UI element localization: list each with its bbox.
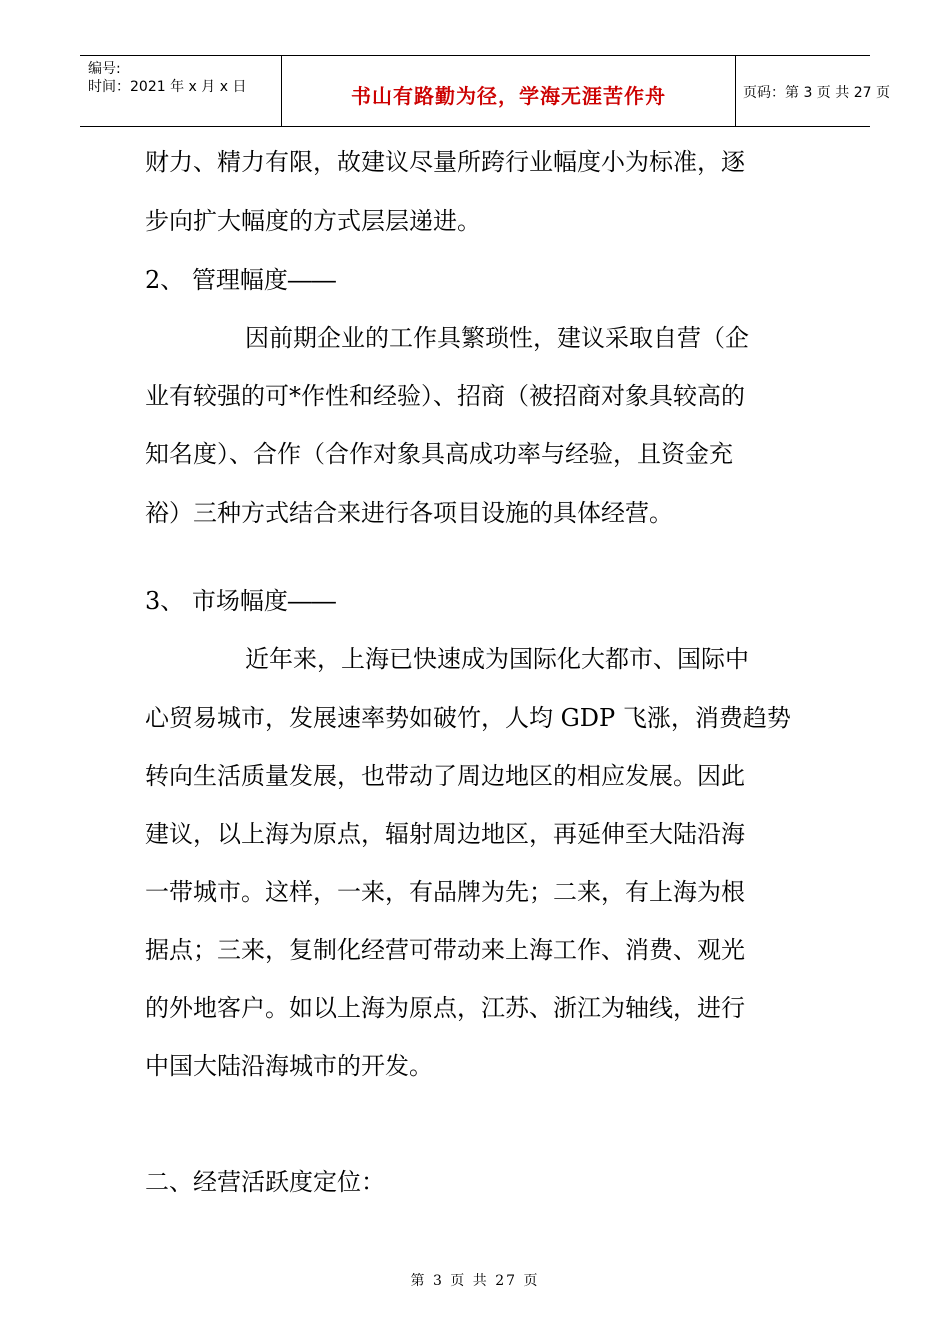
section-heading-activity: 二、经营活跃度定位： [145,1168,385,1196]
header-motto-cell [281,56,736,126]
body-line: 近年来，上海已快速成为国际化大都市、国际中 [245,645,749,673]
body-line: 的外地客户。如以上海为原点，江苏、浙江为轴线，进行 [145,994,745,1022]
body-line: 知名度）、合作（合作对象具高成功率与经验，且资金充 [145,440,733,468]
header-page-info: 页码：第 3 页 共 27 页 [743,85,890,101]
body-line: 转向生活质量发展，也带动了周边地区的相应发展。因此 [145,762,745,790]
body-line: 心贸易城市，发展速率势如破竹，人均 GDP 飞涨，消费趋势 [145,704,791,732]
body-line: 因前期企业的工作具繁琐性，建议采取自营（企 [245,324,749,352]
page-footer: 第 3 页 共 27 页 [410,1273,540,1289]
body-line: 中国大陆沿海城市的开发。 [145,1052,433,1080]
document-date-label: 时间：2021 年 x 月 x 日 [88,79,247,95]
body-line: 财力、精力有限，故建议尽量所跨行业幅度小为标准，逐 [145,148,745,176]
body-line: 建议，以上海为原点，辐射周边地区，再延伸至大陆沿海 [145,820,745,848]
header-table [80,55,890,127]
body-line: 一带城市。这样，一来，有品牌为先；二来，有上海为根 [145,878,745,906]
body-line: 步向扩大幅度的方式层层递进。 [145,207,481,235]
body-line: 裕）三种方式结合来进行各项目设施的具体经营。 [145,499,673,527]
body-line: 据点；三来，复制化经营可带动来上海工作、消费、观光 [145,936,745,964]
body-line: 业有较强的可*作性和经验）、招商（被招商对象具较高的 [145,382,745,410]
header-left-cell [80,56,281,126]
section-heading-market: 3、 市场幅度―― [145,587,336,615]
header-page-cell [735,56,890,126]
document-number-label: 编号: [88,61,121,77]
section-heading-management: 2、 管理幅度―― [145,266,336,294]
header-motto: 书山有路勤为径，学海无涯苦作舟 [351,84,666,108]
